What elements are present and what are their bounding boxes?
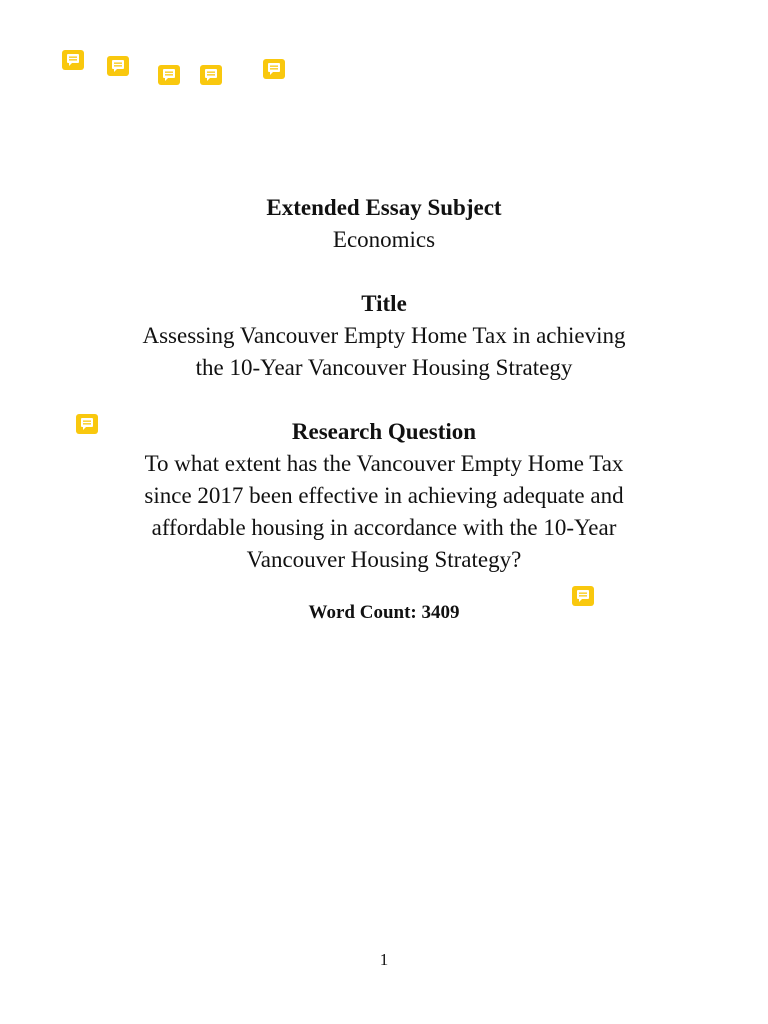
research-question-line: Vancouver Housing Strategy? (246, 547, 522, 572)
title-line: Assessing Vancouver Empty Home Tax in achieving (142, 323, 626, 348)
title-heading: Title (361, 291, 407, 316)
comment-icon[interactable] (263, 59, 285, 79)
comment-icon[interactable] (200, 65, 222, 85)
research-question-line: affordable housing in accordance with the 10-Year (151, 515, 617, 540)
research-question-heading: Research Question (291, 419, 477, 444)
subject-value: Economics (332, 227, 436, 252)
word-count: Word Count: 3409 (308, 602, 460, 623)
research-question-section (0, 416, 768, 576)
subject-section (0, 192, 768, 256)
research-question-line: To what extent has the Vancouver Empty Home Tax (144, 451, 624, 476)
research-question-line: since 2017 been effective in achieving adequate and (144, 483, 624, 508)
comment-icon[interactable] (107, 56, 129, 76)
title-line: the 10-Year Vancouver Housing Strategy (195, 355, 573, 380)
comment-icon[interactable] (62, 50, 84, 70)
subject-heading: Extended Essay Subject (266, 195, 502, 220)
title-section (0, 288, 768, 384)
page-number: 1 (379, 950, 389, 969)
comment-icon[interactable] (158, 65, 180, 85)
